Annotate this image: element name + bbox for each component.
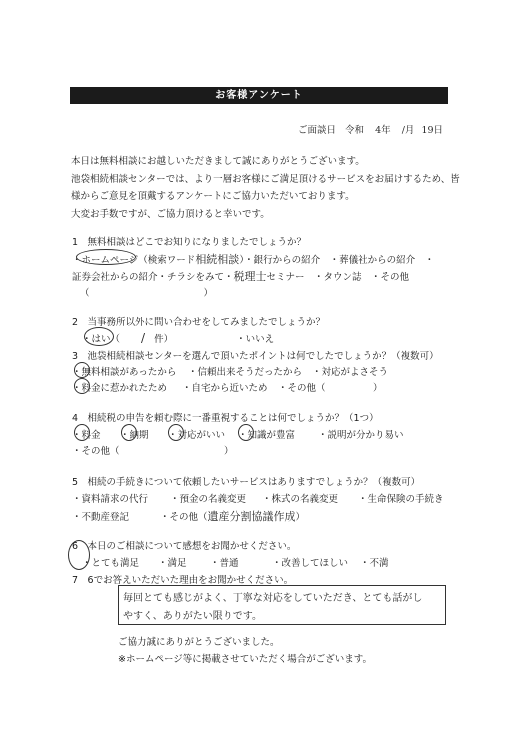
q3-option: ・信頼出来そうだったから xyxy=(188,367,303,378)
intro-line: 池袋相続相談センターでは、より一層お客様にご満足頂けるサービスをお届けするため、皆 xyxy=(71,173,460,185)
q3-option: ・料金に惹かれたため xyxy=(72,383,168,394)
q3-option: ・無料相談があったから xyxy=(72,367,177,378)
publication-note: ※ホームページ等に掲載させていただく場合がございます。 xyxy=(118,654,373,665)
q2-inquiry-count: / xyxy=(141,331,146,345)
q7-answer-line: やすく、ありがたい限りです。 xyxy=(123,611,262,622)
q3-option: ・その他（ ） xyxy=(278,383,383,394)
q5-option: ・生命保険の手続き xyxy=(358,494,444,505)
q2-option-no: ・いいえ xyxy=(236,334,275,345)
q6-option: ・とても満足 xyxy=(82,558,140,569)
q2-answer-circle xyxy=(84,327,114,346)
q4-question: 4 相続税の申告を頼む際に一番重視することは何でしょうか？（1つ） xyxy=(72,413,379,424)
q1-option-homepage: ・ホームページ（検索ワード xyxy=(72,255,196,266)
q1-other-blank: （ ） xyxy=(80,288,214,299)
q3-options-row2 xyxy=(72,380,383,394)
q5-options-row2 xyxy=(72,508,305,524)
meeting-date xyxy=(298,122,443,136)
q5-option-other-close: ） xyxy=(295,512,306,523)
q4-answer-circle xyxy=(121,424,137,441)
q1-answer-circle xyxy=(76,249,136,265)
q3-answer-circle xyxy=(74,378,90,394)
q4-answer-circle xyxy=(74,424,90,441)
q7-question: 7 6でお答えいただいた理由をお聞かせください。 xyxy=(72,575,294,586)
q4-option: ・説明が分かり易い xyxy=(318,430,404,441)
q4-option: ・対応がいい xyxy=(168,430,226,441)
date-day-unit: 日 xyxy=(433,125,444,136)
q3-options-row1 xyxy=(72,364,388,378)
q1-options-row1-rest: ）・銀行からの紹介 ・葬儀社からの紹介 ・ xyxy=(239,255,435,266)
q2-count-unit: 件） xyxy=(154,334,174,345)
date-month: / xyxy=(401,125,405,136)
date-month-unit: 月 xyxy=(404,125,415,136)
q4-option: ・知識が豊富 xyxy=(238,430,296,441)
q4-other-blank: ・その他（ ） xyxy=(72,446,234,457)
q4-option: ・納期 xyxy=(120,430,149,441)
intro-line: 様からご意見を頂戴するアンケートにご協力いただいております。 xyxy=(71,191,355,202)
q6-question: 6 本日のご相談について感想をお聞かせください。 xyxy=(72,541,297,552)
q4-option: ・料金 xyxy=(72,430,101,441)
survey-title-banner: お客様アンケート xyxy=(70,87,448,104)
q1-handwritten-keyword: 相続相談 xyxy=(195,253,240,266)
q6-answer-circle xyxy=(68,540,90,570)
q1-question: 1 無料相談はどこでお知りになりましたでしょうか？ xyxy=(72,237,307,248)
q5-option-other: ・その他（ xyxy=(160,512,208,523)
q2-option-yes: ・はい（ xyxy=(82,334,121,345)
q6-options xyxy=(82,555,389,569)
q7-answer-box xyxy=(118,585,446,625)
q5-option-real-estate: ・不動産登記 xyxy=(72,512,130,523)
q6-option: ・普通 xyxy=(210,558,239,569)
q5-question: 5 相続の手続きについて依頼したいサービスはありますでしょうか？（複数可） xyxy=(72,477,421,488)
q5-options-row1 xyxy=(72,491,444,505)
q6-option: ・満足 xyxy=(158,558,187,569)
q3-answer-circle xyxy=(74,362,90,378)
closing-thanks: ご協力誠にありがとうございました。 xyxy=(118,637,280,648)
q3-question: 3 池袋相続相談センターを選んで頂いたポイントは何でしたでしょうか？（複数可） xyxy=(72,351,439,362)
intro-line: 大変お手数ですが、ご協力頂けると幸いです。 xyxy=(71,208,270,220)
q1-handwritten-seminar: 税理士 xyxy=(233,270,267,283)
q1-options-row2 xyxy=(72,268,409,284)
intro-paragraph xyxy=(71,153,460,223)
q2-question: 2 当事務所以外に問い合わせをしてみましたでしょうか？ xyxy=(72,317,326,328)
date-day: 19 xyxy=(421,125,434,136)
q5-option: ・預金の名義変更 xyxy=(170,494,247,505)
intro-line: 本日は無料相談にお越しいただきまして誠にありがとうございます。 xyxy=(71,156,365,167)
date-era: 令和 xyxy=(345,125,365,136)
date-year: 4 xyxy=(375,125,382,136)
q4-answer-circle xyxy=(238,424,254,441)
q6-option: ・不満 xyxy=(360,558,389,569)
q6-option: ・改善してほしい xyxy=(272,558,349,569)
date-label: ご面談日 xyxy=(298,125,337,136)
q3-option: ・対応がよさそう xyxy=(312,367,389,378)
q5-option: ・株式の名義変更 xyxy=(262,494,339,505)
q1-options-row2-rest: セミナー ・タウン誌 ・その他 xyxy=(266,272,410,283)
q7-answer-line: 毎回とても感じがよく、丁寧な対応をしていただき、とても話がし xyxy=(123,593,423,604)
q4-answer-circle xyxy=(168,424,184,441)
date-year-unit: 年 xyxy=(381,125,391,136)
q5-option: ・資料請求の代行 xyxy=(72,494,149,505)
q3-option: ・自宅から近いため xyxy=(182,383,268,394)
q1-options-row2-start: 証券会社からの紹介・チラシをみて・ xyxy=(72,272,234,283)
q5-handwritten-other: 遺産分割協議作成 xyxy=(207,510,296,523)
